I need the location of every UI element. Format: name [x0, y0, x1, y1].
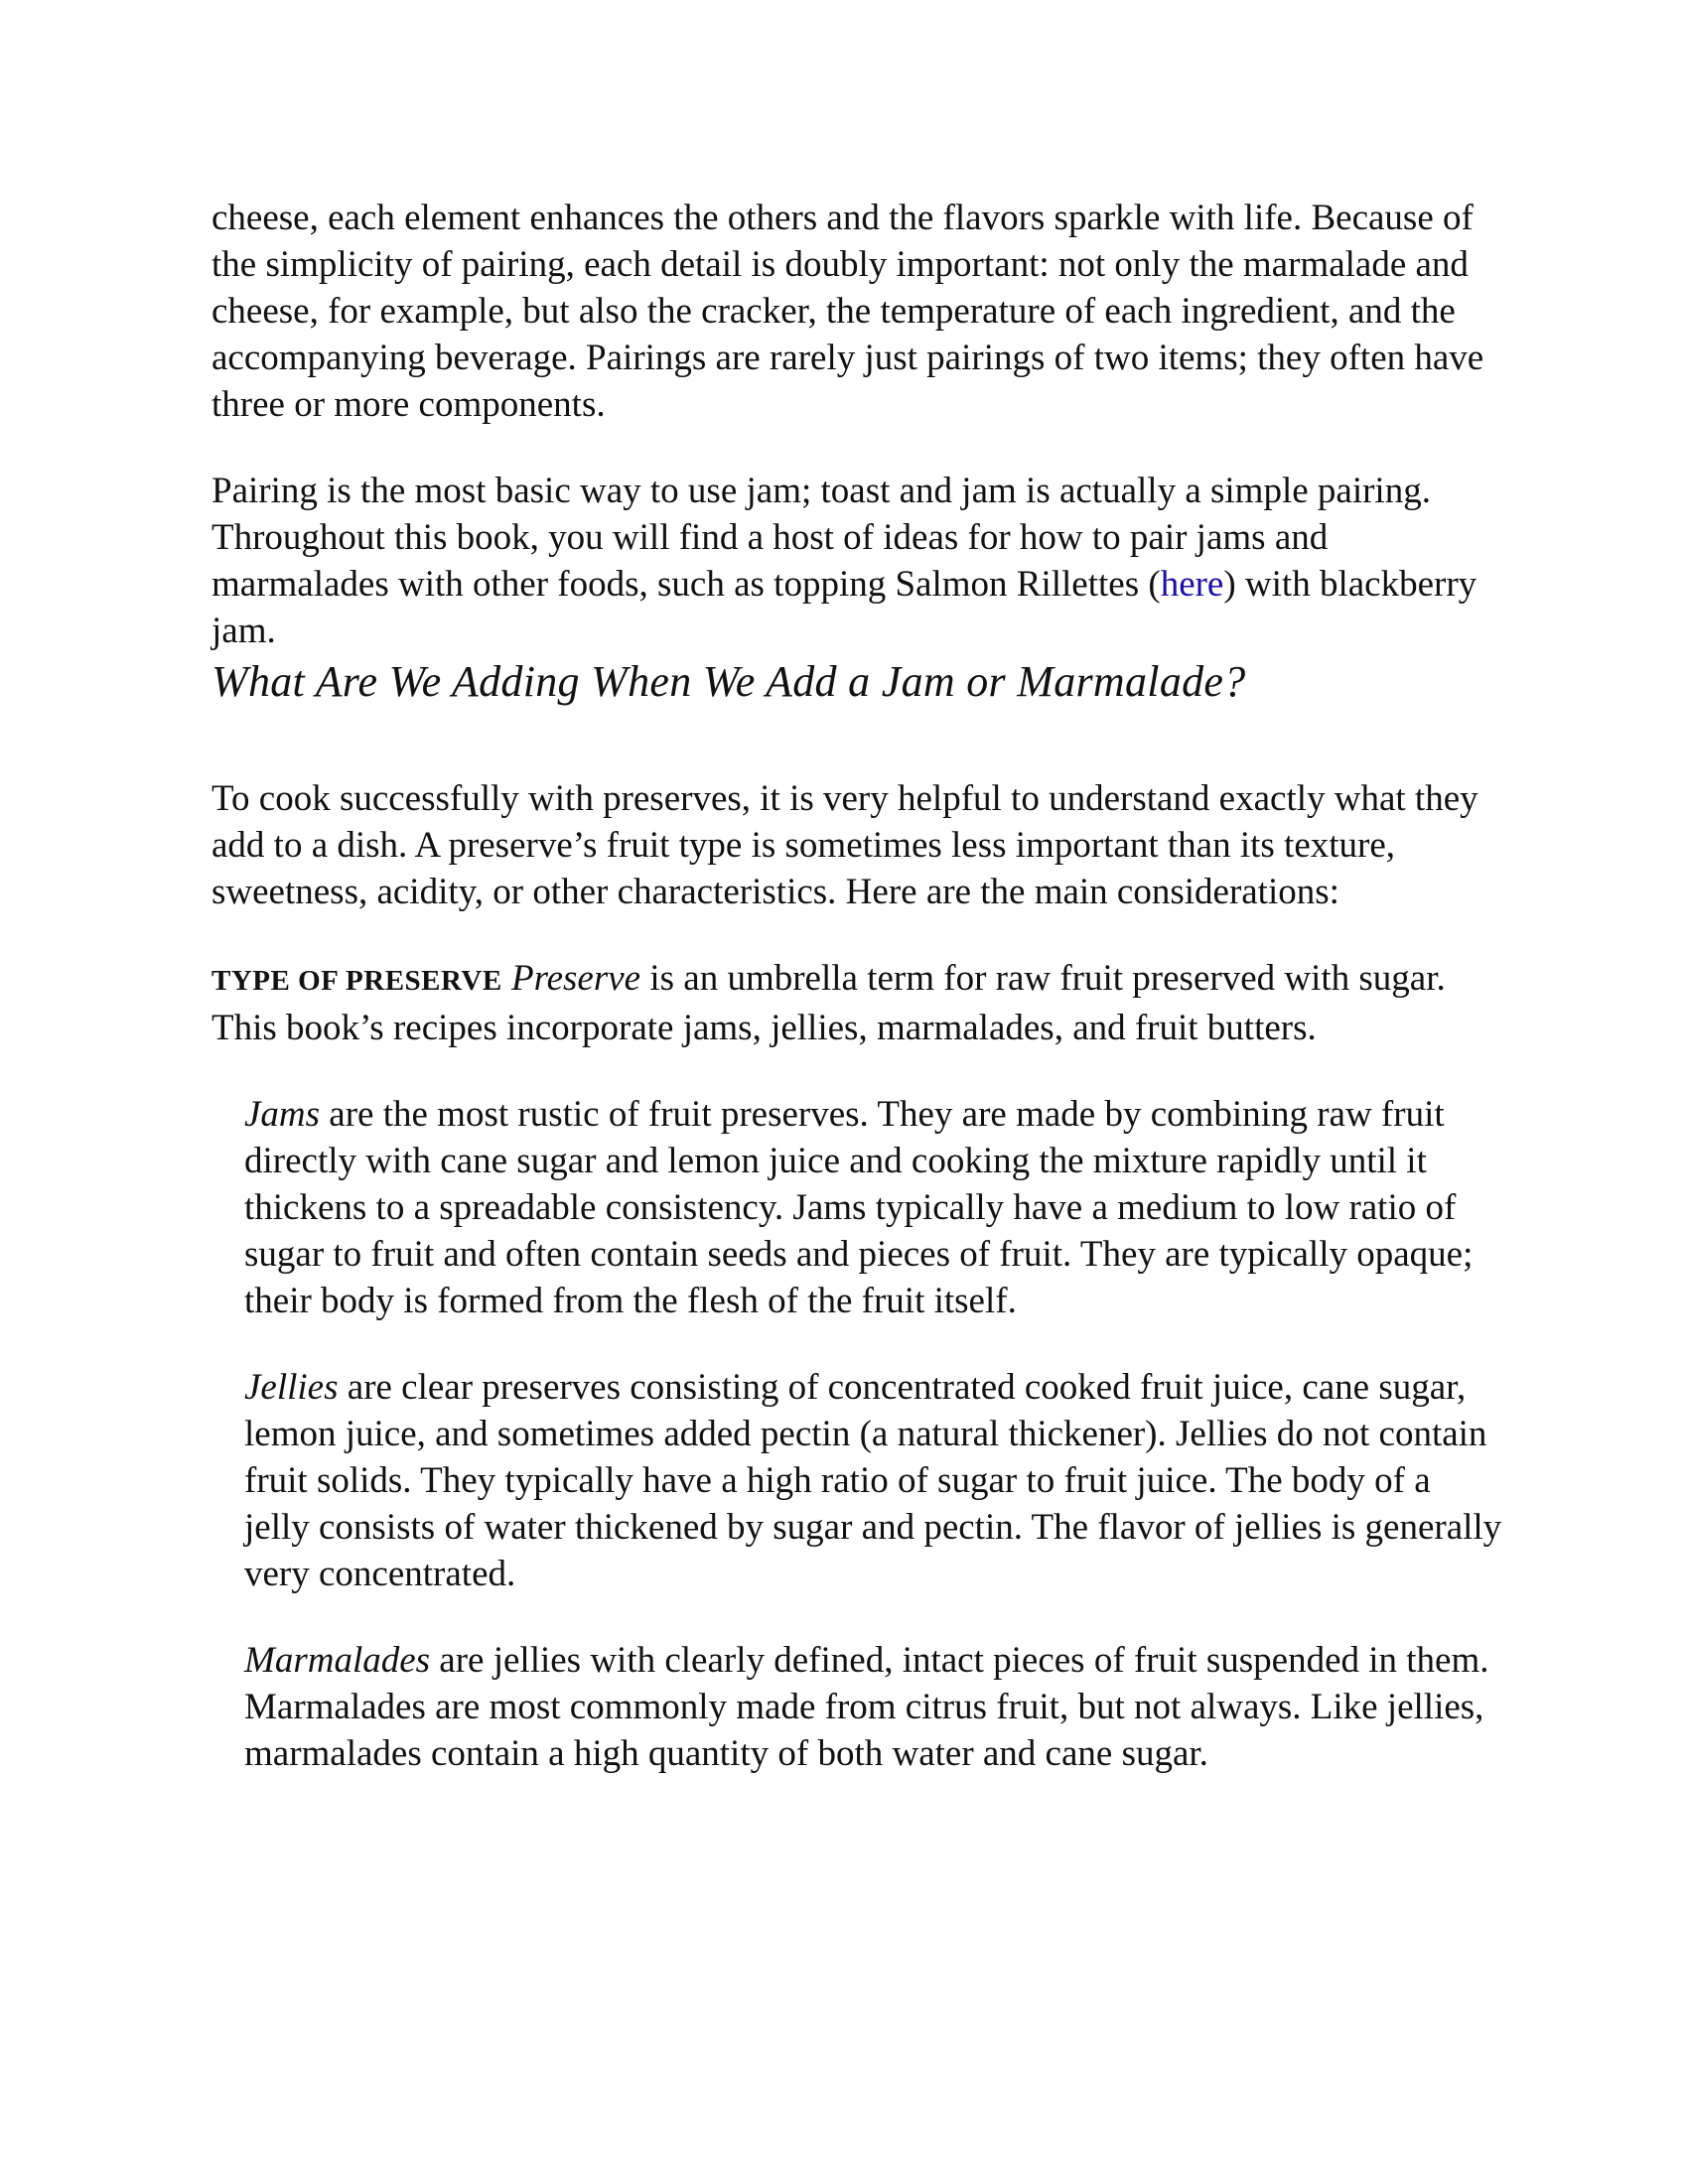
here-link[interactable]: here [1160, 564, 1224, 605]
paragraph-pairing-basics-text: Pairing is the most basic way to use jam; toast and jam is actually a simple pairing. Throughout this book, you will find a host of ideas for how to pair jams and marmalades with other foods, such as topping Salmon Rillettes ( [211, 471, 1431, 605]
jellies-text: are clear preserves consisting of concentrated cooked fruit juice, cane sugar, lemon juice, and sometimes added pectin (a natural thickener). Jellies do not contain fruit solids. They typically have a high ratio of sugar to fruit juice. The body of a jelly consists of water thickened by sugar and pectin. The flavor of jellies is generally very concentrated. [244, 1367, 1502, 1594]
paragraph-type-of-preserve [211, 955, 1502, 1051]
paragraph-jellies [244, 1364, 1502, 1597]
paragraph-pairing-basics [211, 468, 1502, 654]
page-body [211, 195, 1502, 1817]
type-of-preserve-text: is an umbrella term for raw fruit preserved with sugar. This book’s recipes incorporate jams, jellies, marmalades, and fruit butters. [211, 958, 1446, 1048]
paragraph-jams [244, 1091, 1502, 1324]
preserve-term: Preserve [510, 958, 641, 999]
jams-text: are the most rustic of fruit preserves. They are made by combining raw fruit directly with cane sugar and lemon juice and cooking the mixture rapidly until it thickens to a spreadable consistency. Jams typically have a medium to low ratio of sugar to fruit and often contain seeds and pieces of fruit. They are typically opaque; their body is formed from the flesh of the fruit itself. [244, 1094, 1474, 1321]
section-heading: What Are We Adding When We Add a Jam or Marmalade? [211, 657, 1246, 706]
paragraph-pairing-details: cheese, each element enhances the others and the flavors sparkle with life. Because of the simplicity of pairing, each detail is doubly important: not only the marmalade and cheese, for example, but also the cracker, the temperature of each ingredient, and the accompanying beverage. Pairings are rarely just pairings of two items; they often have three or more components. [211, 198, 1484, 425]
marmalades-term: Marmalades [244, 1640, 431, 1681]
jams-term: Jams [244, 1094, 321, 1135]
paragraph-considerations-intro: To cook successfully with preserves, it is very helpful to understand exactly what they add to a dish. A preserve’s fruit type is sometimes less important than its texture, sweetness, acidity, or other characteristics. Here are the main considerations: [211, 778, 1478, 912]
jellies-term: Jellies [244, 1367, 339, 1408]
paragraph-marmalades [244, 1637, 1502, 1777]
type-of-preserve-label: TYPE OF PRESERVE [211, 965, 502, 997]
marmalades-text: are jellies with clearly defined, intact pieces of fruit suspended in them. Marmalades are most commonly made from citrus fruit, but not always. Like jellies, marmalades contain a high quantity of both water and cane sugar. [244, 1640, 1489, 1774]
paragraph-pairing-basics-tail: ) with blackberry jam. [211, 564, 1477, 651]
